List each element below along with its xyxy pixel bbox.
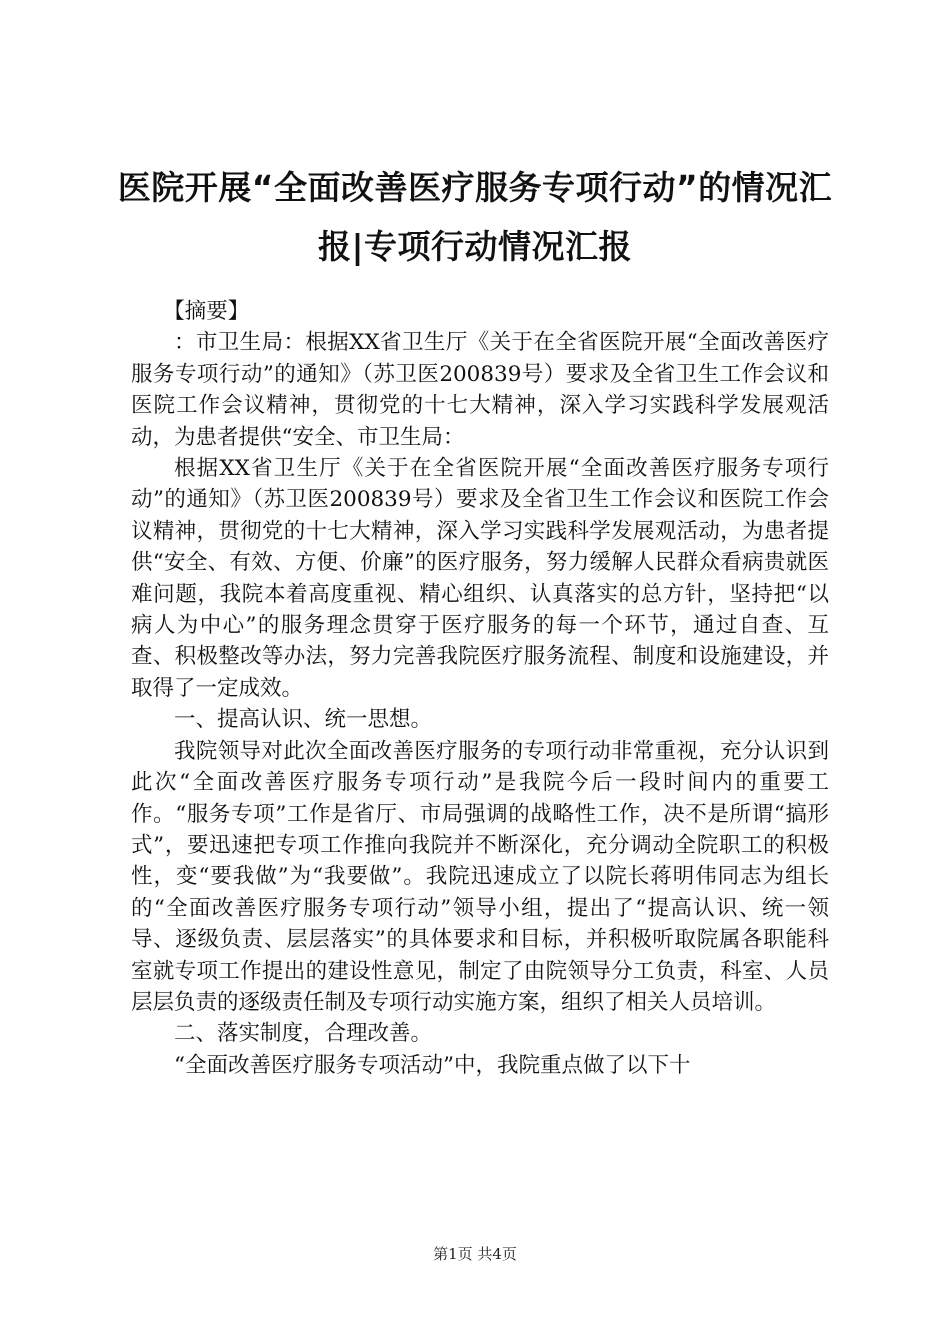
paragraph: 根据XX省卫生厅《关于在全省医院开展“全面改善医疗服务专项行动”的通知》（苏卫医200839号）要求及全省卫生工作会议和医院工作会议精神，贯彻党的十七大精神，深入学习实践科学发展观活动，为患者提供“安全、有效、方便、价廉”的医疗服务，努力缓解人民群众看病贵就医难问题，我院本着高度重视、精心组织、认真落实的总方针，坚持把“以病人为中心”的服务理念贯穿于医疗服务的每一个环节，通过自查、互查、积极整改等办法，努力完善我院医疗服务流程、制度和设施建设，并取得了一定成效。 [131,456,829,701]
page-footer: 第1页 共4页 [433,1245,517,1263]
summary-label: 【摘要】 [163,299,250,324]
paragraph: 我院领导对此次全面改善医疗服务的专项行动非常重视，充分认识到此次“全面改善医疗服务专项行动”是我院今后一段时间内的重要工作。“服务专项”工作是省厅、市局强调的战略性工作，决不是所谓“搞形式”，要迅速把专项工作推向我院并不断深化，充分调动全院职工的积极性，变“要我做”为“我要做”。我院迅速成立了以院长蒋明伟同志为组长的“全面改善医疗服务专项行动”领导小组，提出了“提高认识、统一领导、逐级负责、层层落实”的具体要求和目标，并积极听取院属各职能科室就专项工作提出的建设性意见，制定了由院领导分工负责，科室、人员层层负责的逐级责任制及专项行动实施方案，组织了相关人员培训。 [131,738,829,1015]
section-heading: 一、提高认识、统一思想。 [174,707,433,733]
document-title: 医院开展“全面改善医疗服务专项行动”的情况汇报|专项行动情况汇报 [117,168,833,266]
paragraph: ：市卫生局：根据XX省卫生厅《关于在全省医院开展“全面改善医疗服务专项行动”的通知》（苏卫医200839号）要求及全省卫生工作会议和医院工作会议精神，贯彻党的十七大精神，深入学习实践科学发展观活动，为患者提供“安全、市卫生局： [131,330,829,450]
section-heading: 二、落实制度，合理改善。 [174,1021,433,1047]
paragraph: “全面改善医疗服务专项活动”中，我院重点做了以下十 [174,1052,691,1078]
document-body [131,296,829,1081]
